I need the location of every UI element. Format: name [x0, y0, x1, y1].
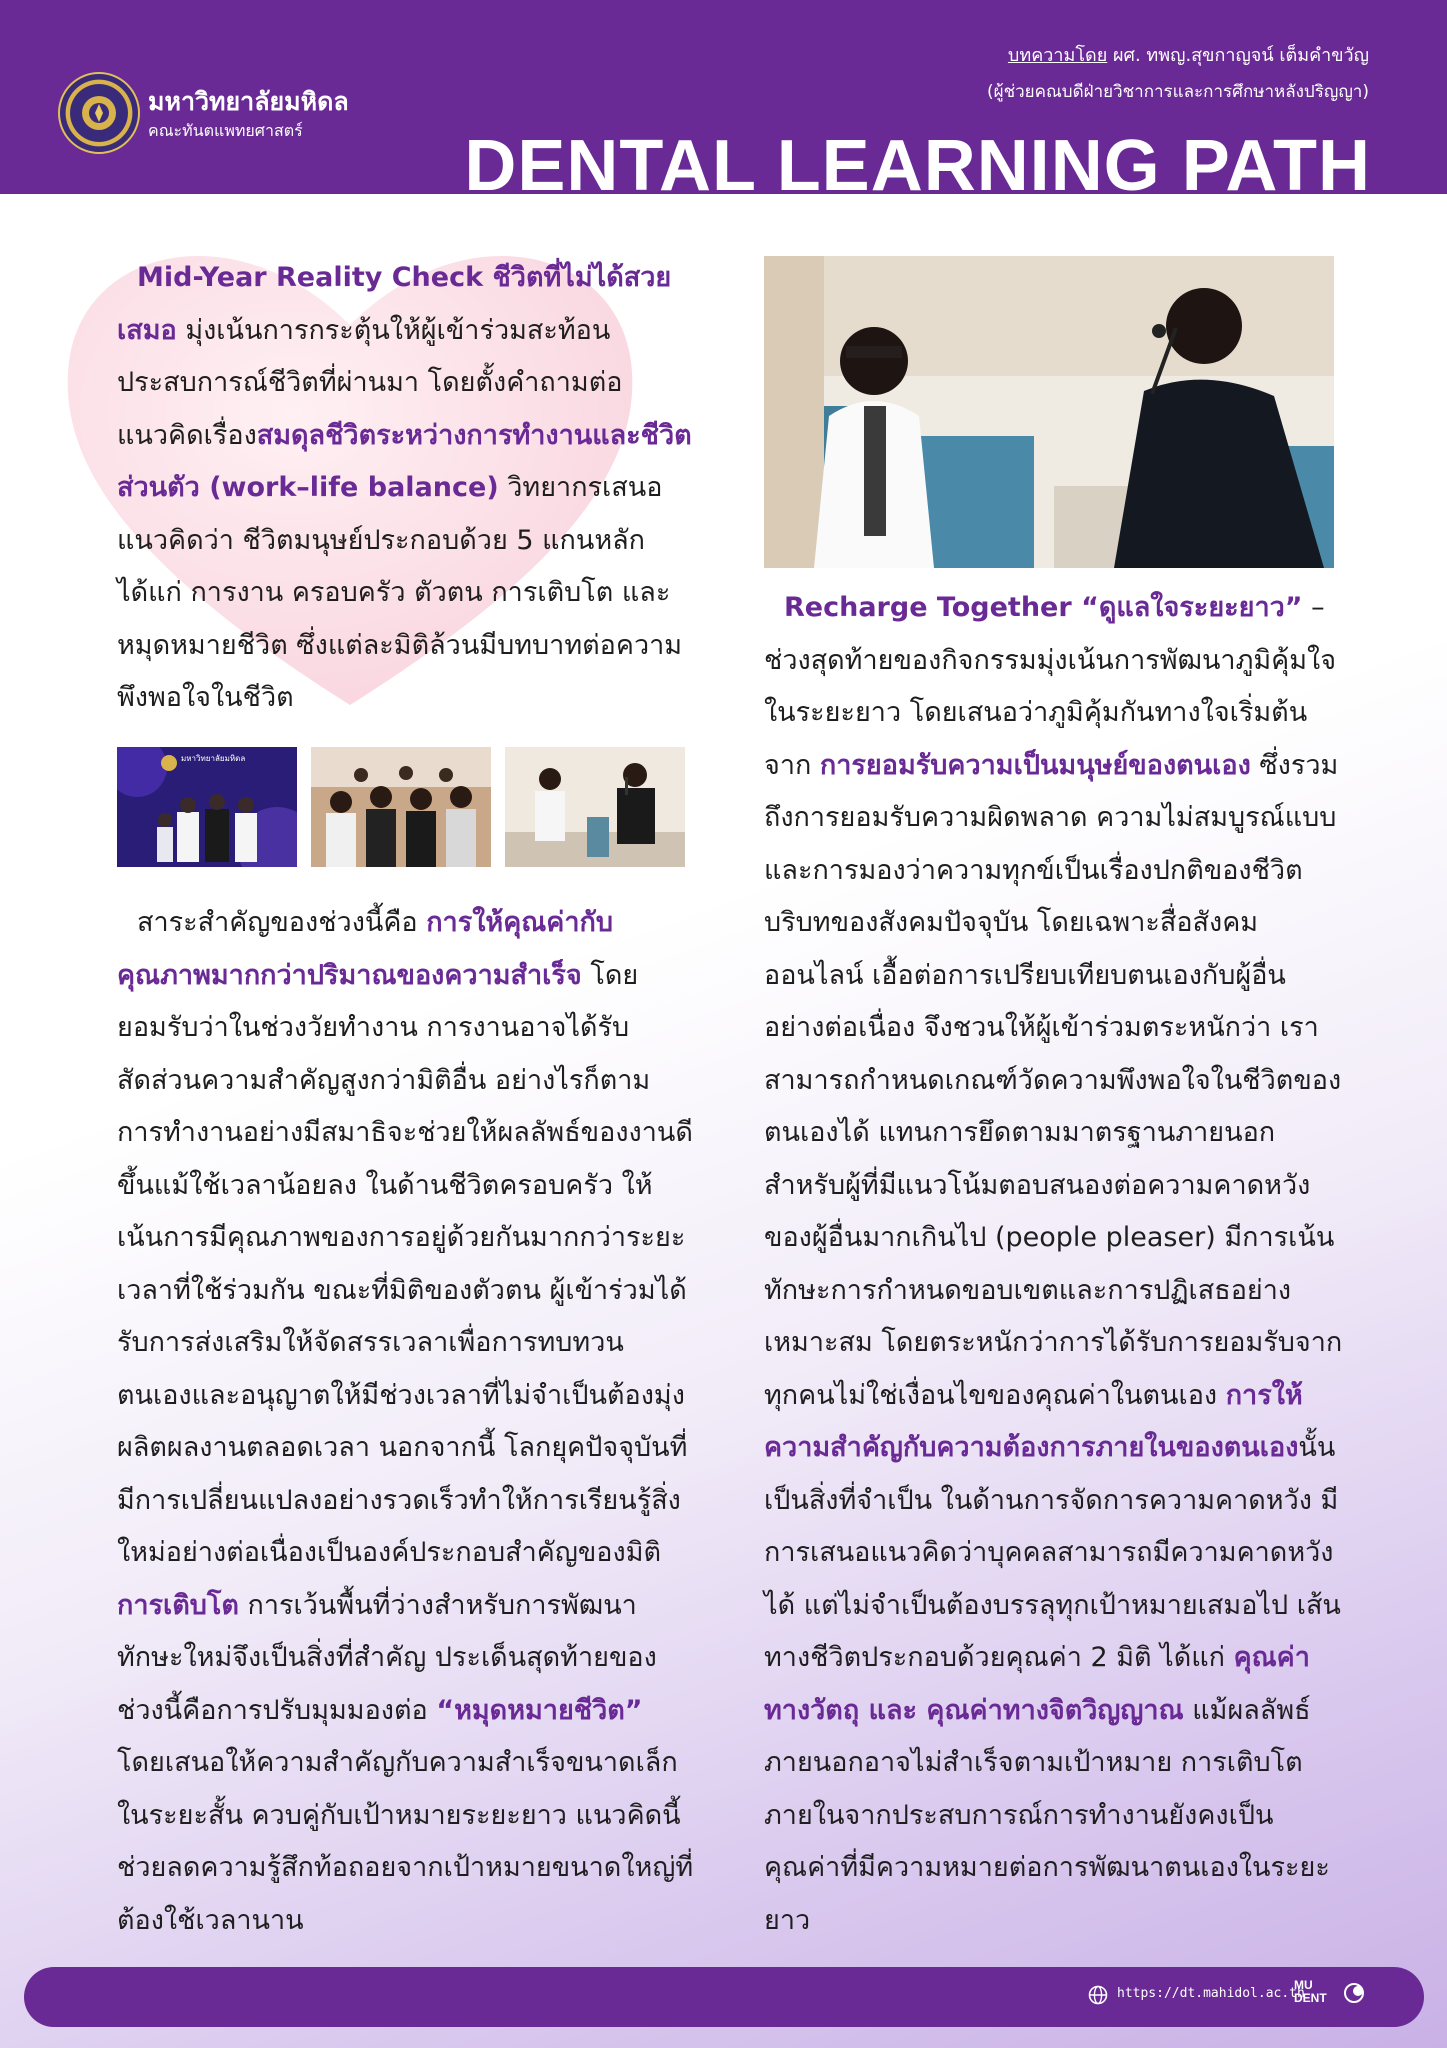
highlight-mid-year: Mid-Year Reality Check ชีวิตที่ไม่ได้สวยเสมอ — [117, 262, 672, 346]
mudent-logo-icon — [1294, 1979, 1384, 2017]
highlight-quality: การให้คุณค่ากับคุณภาพมากกว่าปริมาณของความสำเร็จ — [117, 907, 614, 991]
speakers-photo — [764, 256, 1334, 568]
recharge-paragraph — [764, 582, 1344, 1947]
highlight-recharge-together: Recharge Together “ดูแลใจระยะยาว” — [784, 592, 1303, 623]
text: แม้ผลลัพธ์ภายนอกอาจไม่สำเร็จตามเป้าหมาย การเติบโตภายในจากประสบการณ์การทำงานยังคงเป็นคุณค่าที่มีความหมายต่อการพัฒนาตนเองในระยะยาว — [764, 1694, 1330, 1936]
author-name: ผศ. ทพญ.สุขกาญจน์ เต็มคำขวัญ — [1107, 45, 1369, 66]
text: โดยยอมรับว่าในช่วงวัยทำงาน การงานอาจได้รับสัดส่วนความสำคัญสูงกว่ามิติอื่น อย่างไรก็ตาม การทำงานอย่างมีสมาธิจะช่วยให้ผลลัพธ์ของงานดีขึ้นแม้ใช้เวลาน้อยลง ในด้านชีวิตครอบครัว ให้เน้นการมีคุณภาพของการอยู่ด้วยกันมากกว่าระยะเวลาที่ใช้ร่วมกัน ขณะที่มิติของตัวตน ผู้เข้าร่วมได้รับการส่งเสริมให้จัดสรรเวลาเพื่อการทบทวนตนเองและอนุญาตให้มีช่วงเวลาที่ไม่จำเป็นต้องมุ่งผลิตผลงานตลอดเวลา นอกจากนี้ โลกยุคปัจจุบันที่มีการเปลี่ยนแปลงอย่างรวดเร็วทำให้การเรียนรู้สิ่งใหม่อย่างต่อเนื่องเป็นองค์ประกอบสำคัญของมิติ — [117, 959, 693, 1568]
page-title: DENTAL LEARNING PATH — [464, 126, 1371, 206]
highlight-self-acceptance: การยอมรับความเป็นมนุษย์ของตนเอง — [819, 749, 1251, 781]
author-lead: บทความโดย — [1007, 45, 1108, 66]
text: มุ่งเน้นการกระตุ้นให้ผู้เข้าร่วมสะท้อนประสบการณ์ชีวิตที่ผ่านมา โดยตั้งคำถามต่อแนวคิดเรื่อง — [117, 314, 623, 451]
highlight-inner-needs: การให้ความสำคัญกับความต้องการภายในของตนเอง — [764, 1379, 1303, 1463]
globe-icon — [1088, 1985, 1108, 2005]
text: โดยเสนอให้ความสำคัญกับความสำเร็จขนาดเล็กในระยะสั้น ควบคู่กับเป้าหมายระยะยาว แนวคิดนี้ช่วยลดความรู้สึกท้อถอยจากเป้าหมายขนาดใหญ่ที่ต้องใช้เวลานาน — [117, 1747, 694, 1936]
faculty-name: คณะทันตแพทยศาสตร์ — [148, 121, 303, 140]
highlight-material-spiritual: คุณค่าทางวัตถุ และ คุณค่าทางจิตวิญญาณ — [764, 1642, 1310, 1726]
text: สาระสำคัญของช่วงนี้คือ — [137, 907, 427, 938]
text: วิทยากรเสนอแนวคิดว่า ชีวิตมนุษย์ประกอบด้วย 5 แกนหลัก ได้แก่ การงาน ครอบครัว ตัวตน การเติบโต และหมุดหมายชีวิต ซึ่งแต่ละมิติล้วนมีบทบาทต่อความพึงพอใจในชีวิต — [117, 472, 683, 713]
university-seal-icon — [58, 72, 140, 154]
highlight-work-life-balance: สมดุลชีวิตระหว่างการทำงานและชีวิตส่วนตัว (work–life balance) — [117, 419, 692, 503]
brand-line1: MU — [1294, 1978, 1313, 1992]
brand-line2: DENT — [1294, 1991, 1327, 2005]
thumbnail-speakers-photo — [505, 747, 685, 867]
text: ซึ่งรวมถึงการยอมรับความผิดพลาด ความไม่สมบูรณ์แบบ และการมองว่าความทุกข์เป็นเรื่องปกติของชีวิต บริบทของสังคมปัจจุบัน โดยเฉพาะสื่อสังคมออนไลน์ เอื้อต่อการเปรียบเทียบตนเองกับผู้อื่นอย่างต่อเนื่อง จึงชวนให้ผู้เข้าร่วมตระหนักว่า เราสามารถกำหนดเกณฑ์วัดความพึงพอใจในชีวิตของตนเองได้ แทนการยึดตามมาตรฐานภายนอก สำหรับผู้ที่มีแนวโน้มตอบสนองต่อความคาดหวังของผู้อื่นมากเกินไป (people pleaser) มีการเน้นทักษะการกำหนดขอบเขตและการปฏิเสธอย่างเหมาะสม โดยตระหนักว่าการได้รับการยอมรับจากทุกคนไม่ใช่เงื่อนไขของคุณค่าในตนเอง — [764, 749, 1343, 1411]
text: การเว้นพื้นที่ว่างสำหรับการพัฒนาทักษะใหม่จึงเป็นสิ่งที่สำคัญ ประเด็นสุดท้ายของช่วงนี้คือการปรับมุมมองต่อ — [117, 1589, 657, 1726]
intro-paragraph — [117, 252, 697, 725]
highlight-life-milestone: “หมุดหมายชีวิต” — [436, 1694, 643, 1726]
highlight-growth: การเติบโต — [117, 1589, 239, 1621]
university-name: มหาวิทยาลัยมหิดล — [148, 87, 349, 116]
author-role: (ผู้ช่วยคณบดีฝ่ายวิชาการและการศึกษาหลังปริญญา) — [987, 82, 1369, 102]
thumbnail-audience-photo — [311, 747, 491, 867]
thumbnail-caption: มหาวิทยาลัยมหิดล — [181, 754, 246, 763]
text: นั้นเป็นสิ่งที่จำเป็น ในด้านการจัดการความคาดหวัง มีการเสนอแนวคิดว่าบุคคลสามารถมีความคาดหวังได้ แต่ไม่จำเป็นต้องบรรลุทุกเป้าหมายเสมอไป เส้นทางชีวิตประกอบด้วยคุณค่า 2 มิติ ได้แก่ — [764, 1432, 1341, 1673]
text: – ช่วงสุดท้ายของกิจกรรมมุ่งเน้นการพัฒนาภูมิคุ้มใจในระยะยาว โดยเสนอว่าภูมิคุ้มกันทางใจเริ่มต้นจาก — [764, 592, 1337, 781]
thumbnail-row — [117, 747, 685, 867]
quality-paragraph — [117, 897, 697, 1947]
website-link[interactable]: https://dt.mahidol.ac.th — [1117, 1986, 1305, 2001]
author-line — [1008, 40, 1369, 69]
thumbnail-stage-photo — [117, 747, 297, 867]
